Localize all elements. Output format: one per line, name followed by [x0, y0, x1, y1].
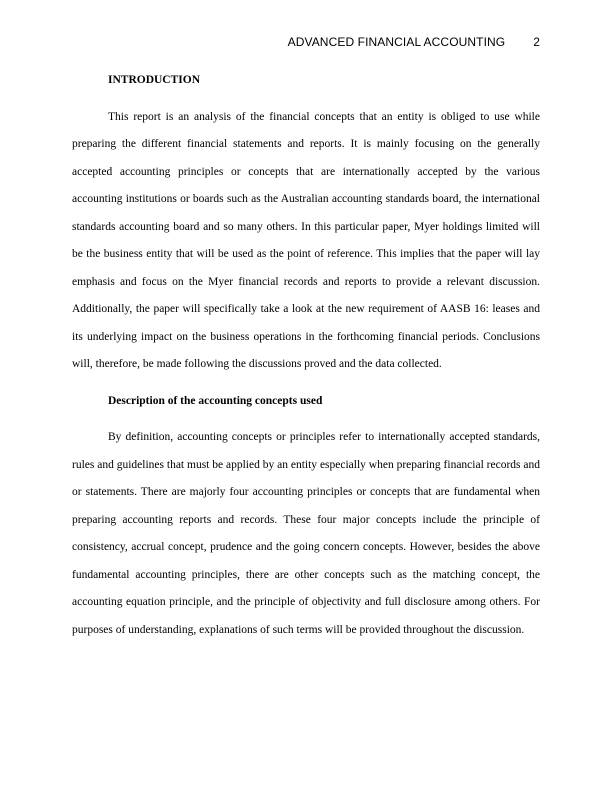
- header-title: ADVANCED FINANCIAL ACCOUNTING: [287, 35, 506, 49]
- section-heading-introduction: INTRODUCTION: [108, 74, 201, 86]
- introduction-paragraph: This report is an analysis of the financial concepts that an entity is obliged to use while preparing the different financial statements and reports. It is mainly focusing on the generally accepted accounting principles or concepts that are internationally accepted by the various accounting institutions or boards such as the Australian accounting standards board, the international standards accounting board and so many others. In this particular paper, Myer holdings limited will be the business entity that will be used as the point of reference. This implies that the paper will lay emphasis and focus on the Myer financial records and reports to provide a relevant discussion. Additionally, the paper will specifically take a look at the new requirement of AASB 16: leases and its underlying impact on the business operations in the forthcoming financial periods. Conclusions will, therefore, be made following the discussions proved and the data collected.: [72, 110, 540, 370]
- running-header: [288, 35, 540, 49]
- accounting-concepts-paragraph: By definition, accounting concepts or principles refer to internationally accepted standards, rules and guidelines that must be applied by an entity especially when preparing financial records and or statements. There are majorly four accounting principles or concepts that are fundamental when preparing accounting reports and records. These four major concepts include the principle of consistency, accrual concept, prudence and the going concern concepts. However, besides the above fundamental accounting principles, there are other concepts such as the matching concept, the accounting equation principle, and the principle of objectivity and full disclosure among others. For purposes of understanding, explanations of such terms will be provided throughout the discussion.: [72, 431, 540, 636]
- spacer: [72, 415, 540, 424]
- page-number: 2: [533, 35, 540, 49]
- document-body: [72, 67, 540, 644]
- section-heading-accounting-concepts: Description of the accounting concepts used: [108, 394, 323, 407]
- spacer: [72, 95, 540, 104]
- spacer: [72, 379, 540, 388]
